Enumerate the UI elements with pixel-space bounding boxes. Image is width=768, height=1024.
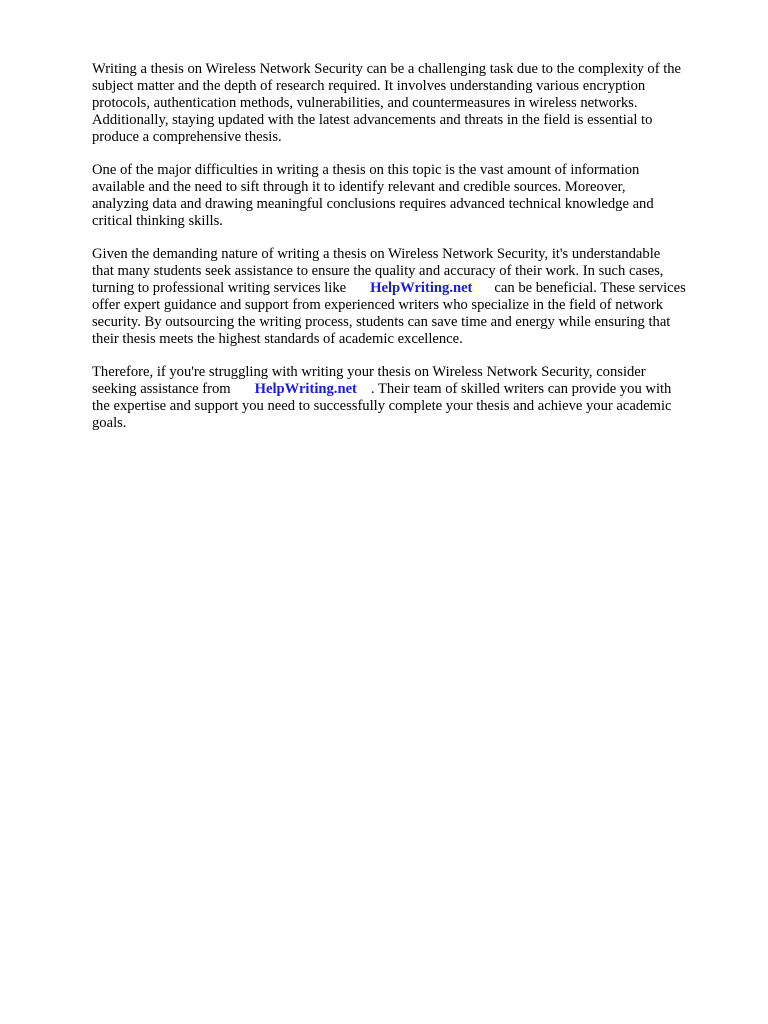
paragraph-1 [92, 61, 724, 146]
text-line: protocols, authentication methods, vulnerabilities, and countermeasures in wireless networks. [92, 95, 638, 111]
paragraph-2 [92, 162, 724, 230]
helpwriting-link[interactable]: HelpWriting.net [370, 280, 473, 296]
text-line: the expertise and support you need to successfully complete your thesis and achieve your academic [92, 398, 672, 414]
text-line: that many students seek assistance to ensure the quality and accuracy of their work. In such cases, [92, 263, 664, 279]
text-line: Given the demanding nature of writing a thesis on Wireless Network Security, it's understandable [92, 246, 661, 262]
text-line: Writing a thesis on Wireless Network Security can be a challenging task due to the complexity of the [92, 61, 682, 77]
text-line: available and the need to sift through it to identify relevant and credible sources. Moreover, [92, 179, 626, 195]
text-line-with-link [92, 381, 724, 398]
text-line: security. By outsourcing the writing process, students can save time and energy while ensuring that [92, 314, 671, 330]
paragraph-4 [92, 364, 724, 432]
text-line: analyzing data and drawing meaningful conclusions requires advanced technical knowledge and [92, 196, 654, 212]
text-line: produce a comprehensive thesis. [92, 129, 282, 145]
text-line: subject matter and the depth of research required. It involves understanding various encryption [92, 78, 646, 94]
text-line: goals. [92, 415, 127, 431]
text-line: their thesis meets the highest standards of academic excellence. [92, 331, 463, 347]
text-line-with-link [92, 280, 724, 297]
text-line: Therefore, if you're struggling with writing your thesis on Wireless Network Security, consider [92, 364, 646, 380]
text-line: Additionally, staying updated with the latest advancements and threats in the field is essential to [92, 112, 653, 128]
helpwriting-link[interactable]: HelpWriting.net [254, 381, 357, 397]
text-fragment: seeking assistance from [92, 381, 231, 397]
text-fragment: . Their team of skilled writers can provide you with [370, 381, 672, 397]
text-line: One of the major difficulties in writing a thesis on this topic is the vast amount of information [92, 162, 640, 178]
document-body [92, 61, 724, 448]
text-line: critical thinking skills. [92, 213, 223, 229]
text-fragment: turning to professional writing services like [92, 280, 347, 296]
paragraph-3 [92, 246, 724, 348]
text-fragment: can be beneficial. These services [494, 280, 686, 296]
text-line: offer expert guidance and support from experienced writers who specialize in the field of network [92, 297, 664, 313]
